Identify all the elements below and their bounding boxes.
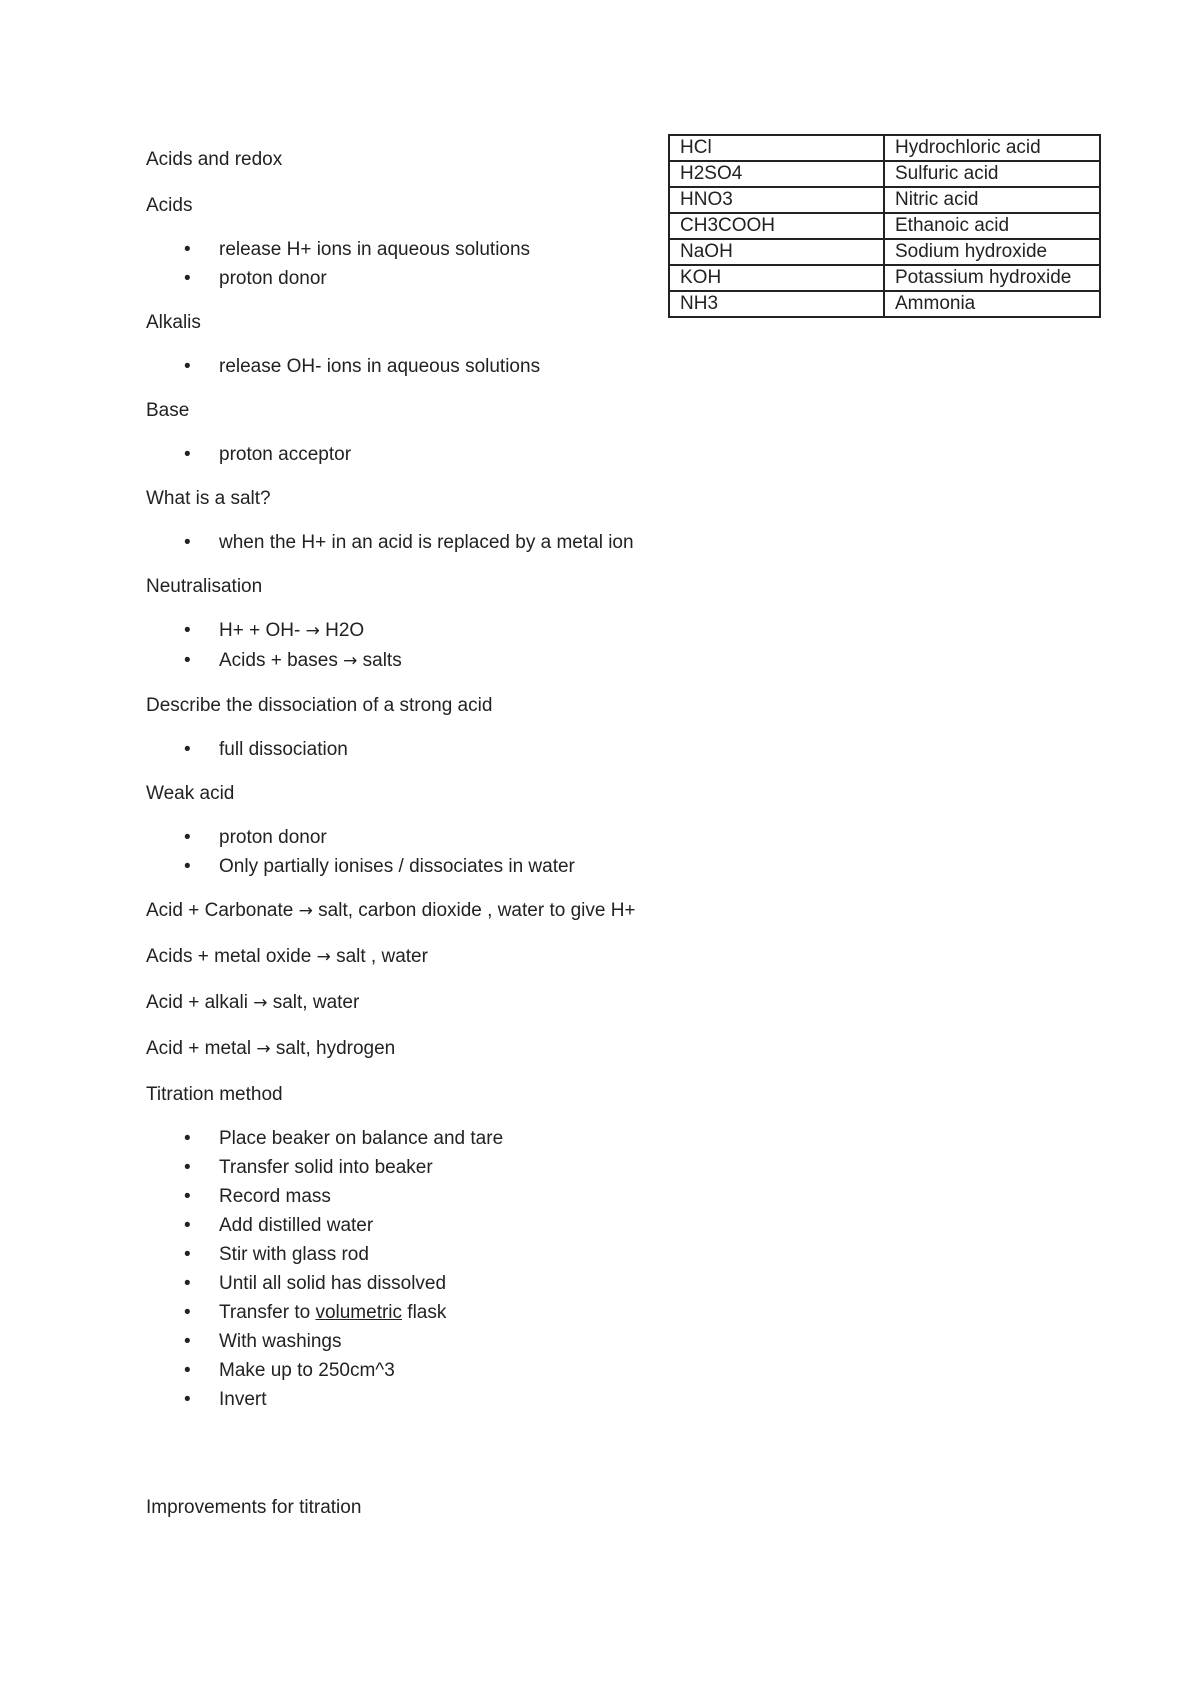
- name-cell: Sulfuric acid: [884, 161, 1100, 187]
- list-weak-acid: [146, 823, 706, 881]
- list-acids: [146, 235, 706, 293]
- formula-cell: CH3COOH: [669, 213, 884, 239]
- arrow-icon: →: [298, 901, 313, 921]
- list-item: [146, 1298, 706, 1327]
- name-cell: Ethanoic acid: [884, 213, 1100, 239]
- heading-base: Base: [146, 400, 190, 421]
- list-item: • Invert: [146, 1385, 706, 1414]
- formula-cell: KOH: [669, 265, 884, 291]
- arrow-icon: →: [343, 651, 358, 671]
- list-item: • when the H+ in an acid is replaced by a metal ion: [146, 528, 706, 557]
- name-cell: Hydrochloric acid: [884, 135, 1100, 161]
- arrow-icon: →: [316, 947, 331, 967]
- list-neutralisation: [146, 616, 706, 676]
- heading-acids: Acids: [146, 195, 193, 216]
- arrow-icon: →: [253, 993, 268, 1013]
- list-base: [146, 440, 706, 469]
- table-row: [669, 213, 1100, 239]
- formula-cell: H2SO4: [669, 161, 884, 187]
- equation-right: salt, water: [267, 992, 360, 1013]
- name-cell: Ammonia: [884, 291, 1100, 317]
- spacer: [146, 1429, 706, 1493]
- equation-left: Acid + metal: [146, 1038, 257, 1059]
- item-text: Transfer to: [219, 1302, 316, 1323]
- list-item: [146, 616, 706, 646]
- equation-left: H+ + OH-: [219, 620, 306, 641]
- list-item: • With washings: [146, 1327, 706, 1356]
- heading-titration: Titration method: [146, 1084, 283, 1105]
- list-alkalis: [146, 352, 706, 381]
- list-item: • Record mass: [146, 1182, 706, 1211]
- heading-strong-acid: Describe the dissociation of a strong acid: [146, 695, 493, 716]
- table-row: [669, 135, 1100, 161]
- list-item: [146, 646, 706, 676]
- table-row: [669, 187, 1100, 213]
- reaction-carbonate: [146, 896, 706, 926]
- formula-cell: HCl: [669, 135, 884, 161]
- list-item: • Transfer solid into beaker: [146, 1153, 706, 1182]
- equation-left: Acid + Carbonate: [146, 900, 299, 921]
- list-item: • Stir with glass rod: [146, 1240, 706, 1269]
- arrow-icon: →: [305, 621, 320, 641]
- table-row: [669, 161, 1100, 187]
- equation-right: salt , water: [330, 946, 428, 967]
- table-row: [669, 239, 1100, 265]
- reaction-metal-oxide: [146, 942, 706, 972]
- name-cell: Potassium hydroxide: [884, 265, 1100, 291]
- list-item: • proton donor: [146, 823, 706, 852]
- list-titration: [146, 1124, 706, 1414]
- table-row: [669, 265, 1100, 291]
- list-item: • Until all solid has dissolved: [146, 1269, 706, 1298]
- list-item: • release OH- ions in aqueous solutions: [146, 352, 706, 381]
- heading-weak-acid: Weak acid: [146, 783, 235, 804]
- list-item: • proton acceptor: [146, 440, 706, 469]
- list-item: • Place beaker on balance and tare: [146, 1124, 706, 1153]
- name-cell: Nitric acid: [884, 187, 1100, 213]
- list-item: • Add distilled water: [146, 1211, 706, 1240]
- list-item: • full dissociation: [146, 735, 706, 764]
- equation-left: Acids + metal oxide: [146, 946, 317, 967]
- equation-left: Acids + bases: [219, 650, 344, 671]
- name-cell: Sodium hydroxide: [884, 239, 1100, 265]
- underlined-word: volumetric: [315, 1302, 403, 1323]
- heading-salt: What is a salt?: [146, 488, 271, 509]
- reaction-alkali: [146, 988, 706, 1018]
- equation-right: H2O: [319, 620, 365, 641]
- list-item: • proton donor: [146, 264, 706, 293]
- formula-cell: NaOH: [669, 239, 884, 265]
- equation-left: Acid + alkali: [146, 992, 254, 1013]
- notes-body: [146, 145, 706, 1538]
- formula-cell: NH3: [669, 291, 884, 317]
- list-item: • Make up to 250cm^3: [146, 1356, 706, 1385]
- heading-neutralisation: Neutralisation: [146, 576, 263, 597]
- list-item: • release H+ ions in aqueous solutions: [146, 235, 706, 264]
- list-strong-acid: [146, 735, 706, 764]
- item-text: flask: [402, 1302, 447, 1323]
- reaction-metal: [146, 1034, 706, 1064]
- equation-right: salt, carbon dioxide , water to give H+: [312, 900, 636, 921]
- heading-improvements: Improvements for titration: [146, 1497, 362, 1518]
- heading-alkalis: Alkalis: [146, 312, 201, 333]
- arrow-icon: →: [256, 1039, 271, 1059]
- equation-right: salts: [357, 650, 402, 671]
- page-title: Acids and redox: [146, 149, 283, 170]
- equation-right: salt, hydrogen: [270, 1038, 396, 1059]
- list-item: • Only partially ionises / dissociates in water: [146, 852, 706, 881]
- acids-bases-table: [668, 134, 1101, 318]
- list-salt: [146, 528, 706, 557]
- formula-cell: HNO3: [669, 187, 884, 213]
- table-row: [669, 291, 1100, 317]
